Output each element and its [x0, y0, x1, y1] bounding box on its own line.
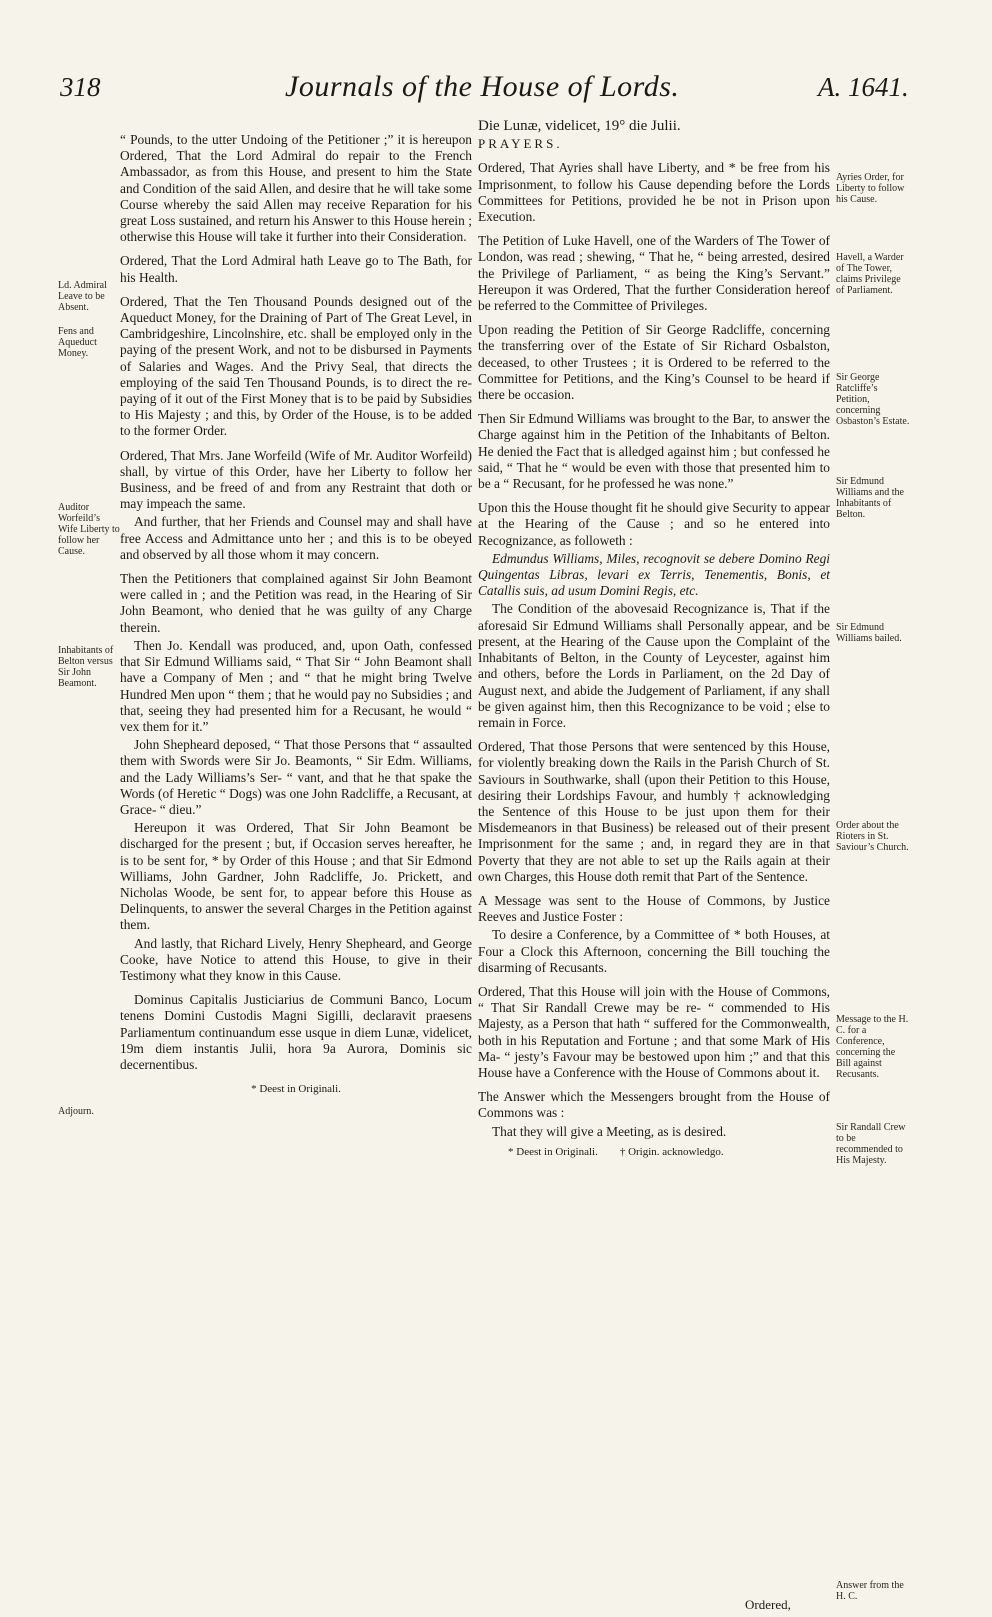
- paragraph: John Shepheard deposed, “ That those Persons that “ assaulted them with Swords were Sir Jo. Beamonts, “ Sir Edm. Williams, and the Lady Williams’s Ser- “ vant, and that he that spake the Words (of Heretic “ Dogs) was one John Radcliffe, a Recusant, at Grace- “ dieu.”: [120, 737, 472, 817]
- footnotes: * Deest in Originali. † Origin. acknowledgo.: [508, 1145, 724, 1158]
- margin-note: Sir George Ratcliffe’s Petition, concerning Osbaston’s Estate.: [836, 372, 910, 427]
- paragraph: To desire a Conference, by a Committee of * both Houses, at Four a Clock this Afternoon, concerning the Bill touching the disarming of Recusants.: [478, 927, 830, 975]
- paragraph: The Petition of Luke Havell, one of the Warders of The Tower of London, was read ; shewing, “ That he, “ being arrested, desired the Privilege of Parliament, “ as being the King’s Servant.” Hereupon it was Ordered, That the further Consideration hereof be referred to the Committee of Privileges.: [478, 233, 830, 314]
- margin-note: Order about the Rioters in St. Saviour’s Church.: [836, 820, 909, 853]
- left-column: [120, 132, 472, 1097]
- page-year: A. 1641.: [818, 72, 909, 102]
- page-number: 318: [60, 72, 101, 102]
- paragraph: Ordered, That Ayries shall have Liberty, and * be free from his Imprisonment, to follow his Cause depending before the Lords Committees for Petitions, provided he be not in Prison upon Execution.: [478, 160, 830, 225]
- margin-note: Fens and Aqueduct Money.: [58, 326, 97, 359]
- paragraph: A Message was sent to the House of Commons, by Justice Reeves and Justice Foster :: [478, 892, 830, 925]
- right-column: [478, 118, 830, 1160]
- margin-note: Message to the H. C. for a Conference, concerning the Bill against Recusants.: [836, 1014, 909, 1080]
- paragraph: The Condition of the abovesaid Recognizance is, That if the aforesaid Sir Edmund Williams shall Personally appear, and be present, at the Hearing of the Cause upon the Complaint of the Inhabitants of Belton, in the County of Leycester, against him and others, before the Lords in Parliament, on the 2d Day of August next, and abide the Judgement of Parliament, if any shall be given against him, then this Recognizance to be void ; else to remain in Force.: [478, 601, 830, 730]
- paragraph: The Answer which the Messengers brought from the House of Commons was :: [478, 1089, 830, 1121]
- paragraph: Then Jo. Kendall was produced, and, upon Oath, confessed that Sir Edmund Williams said, “ That Sir “ John Beamont shall have a Company of Men ; and “ that he might bring Twelve Hundred Men upon “ them ; that he would pay no Subsidies ; and that, seeing they had presented him for a Recusant, he would “ vex them for it.”: [120, 637, 472, 734]
- paragraph: Ordered, That the Ten Thousand Pounds designed out of the Aqueduct Money, for the Draining of Part of The Great Level, in Cambridgeshire, Lincolnshire, etc. shall be employed only in the paying of the present Work, and not to be disbursed in Payments of Salaries and Wages. And the Privy Seal, that directs the employing of the said Ten Thousand Pounds, is to direct the re-paying of it out of the First Money that is to be paid by Subsidies to His Majesty ; and this, by Order of the House, is to be added to the former Order.: [120, 293, 472, 439]
- catchword: Ordered,: [745, 1597, 791, 1612]
- paragraph: Dominus Capitalis Justiciarius de Communi Banco, Locum tenens Domini Custodis Magni Sigilli, declaravit praesens Parliamentum continuandum esse usque in diem Lunæ, videlicet, 19m diem instantis Julii, hora 9a Aurora, Dominis sic decernentibus.: [120, 992, 472, 1072]
- running-title: Journals of the House of Lords.: [285, 70, 680, 103]
- footnote: * Deest in Originali.: [251, 1083, 341, 1096]
- paragraph: Upon this the House thought fit he should give Security to appear at the Hearing of the Cause ; and so he entered into Recognizance, as followeth :: [478, 500, 830, 548]
- page-header: [0, 68, 992, 118]
- margin-note: Answer from the H. C.: [836, 1580, 904, 1602]
- margin-note: Sir Edmund Williams and the Inhabitants of Belton.: [836, 476, 904, 520]
- margin-note: Havell, a Warder of The Tower, claims Privilege of Parliament.: [836, 252, 904, 296]
- paragraph: Ordered, That those Persons that were sentenced by this House, for violently breaking down the Rails in the Parish Church of St. Saviours in Southwarke, shall (upon their Petition to this House, desiring their Lordships Favour, and humbly † acknowledging the Sentence of this House to be just upon them for their Misdemeanors in that Business) be released out of their present Imprisonment for the same ; and, in regard they are in that Poverty that they are not able to set up the Rails again at their own Charges, this House doth remit that Part of the Sentence.: [478, 739, 830, 884]
- margin-note: Ayries Order, for Liberty to follow his Cause.: [836, 172, 905, 205]
- paragraph: Ordered, That the Lord Admiral hath Leave go to The Bath, for his Health.: [120, 253, 472, 285]
- margin-note: Sir Edmund Williams bailed.: [836, 622, 902, 644]
- paragraph: And lastly, that Richard Lively, Henry Shepheard, and George Cooke, have Notice to attend this House, to give in their Testimony what they know in this Cause.: [120, 935, 472, 983]
- paragraph: That they will give a Meeting, as is desired.: [492, 1123, 727, 1139]
- prayers-heading: PRAYERS.: [478, 136, 563, 152]
- margin-note: Adjourn.: [58, 1106, 94, 1117]
- margin-note: Inhabitants of Belton versus Sir John Beamont.: [58, 645, 114, 689]
- paragraph: Edmundus Williams, Miles, recognovit se debere Domino Regi Quingentas Libras, levari ex Terris, Tenementis, Bonis, et Catallis suis, ad usum Domini Regis, etc.: [478, 550, 830, 599]
- paragraph: Hereupon it was Ordered, That Sir John Beamont be discharged for the present ; but, if Occasion serves hereafter, he is to be sent for, * by Order of this House ; and that Sir Edmond Williams, John Gardner, John Radcliffe, Jo. Prickett, and Nicholas Woode, be sent for, to appear before this House as Delinquents, to answer the several Charges in the Petition against them.: [120, 820, 472, 933]
- margin-note: Ld. Admiral Leave to be Absent.: [58, 280, 107, 313]
- paragraph: “ Pounds, to the utter Undoing of the Petitioner ;” it is hereupon Ordered, That the Lord Admiral do repair to the French Ambassador, as from this House, and present to him the State and Condition of the said Allen, and desire that he will take some Course whereby the said Allen may receive Reparation for his great Loss sustained, and return his Answer to this House herein ; otherwise this House will take it further into their Consideration.: [120, 132, 472, 245]
- margin-note: Sir Randall Crew to be recommended to His Majesty.: [836, 1122, 906, 1166]
- paragraph: Then the Petitioners that complained against Sir John Beamont were called in ; and the Petition was read, in the Hearing of Sir John Beamont, who denied that he was guilty of any Charge therein.: [120, 571, 472, 635]
- date-heading: Die Lunæ, videlicet, 19° die Julii.: [478, 118, 681, 134]
- paragraph: Upon reading the Petition of Sir George Radcliffe, concerning the transferring over of the Estate of Sir Richard Osbalston, deceased, to other Trustees ; it is Ordered to be referred to the Committee for Petitions, and the King’s Counsel to be heard if there be occasion.: [478, 322, 830, 403]
- margin-note: Auditor Worfeild’s Wife Liberty to follow her Cause.: [58, 502, 120, 557]
- paragraph: Ordered, That Mrs. Jane Worfeild (Wife of Mr. Auditor Worfeild) shall, by virtue of this Order, have her Liberty to follow her Business, and be freed of and from any Restraint that doth or may impeach the same.: [120, 447, 472, 512]
- paragraph: And further, that her Friends and Counsel may and shall have free Access and Admittance unto her ; and this is to be obeyed and observed by all those whom it may concern.: [120, 514, 472, 562]
- paragraph: Then Sir Edmund Williams was brought to the Bar, to answer the Charge against him in the Petition of the Inhabitants of Belton. He denied the Fact that is alledged against him ; but confessed he said, “ That he “ would be even with those that presented him to be a “ Recusant, for he professed he was none.”: [478, 411, 830, 492]
- paragraph: Ordered, That this House will join with the House of Commons, “ That Sir Randall Crewe may be re- “ commended to His Majesty, as a Person that hath “ suffered for the Commonwealth, both in his Reputation and Fortune ; and that some Mark of His Ma- “ jesty’s Favour may be bestowed upon him ;” and that this House have a Conference with the House of Commons about it.: [478, 983, 830, 1080]
